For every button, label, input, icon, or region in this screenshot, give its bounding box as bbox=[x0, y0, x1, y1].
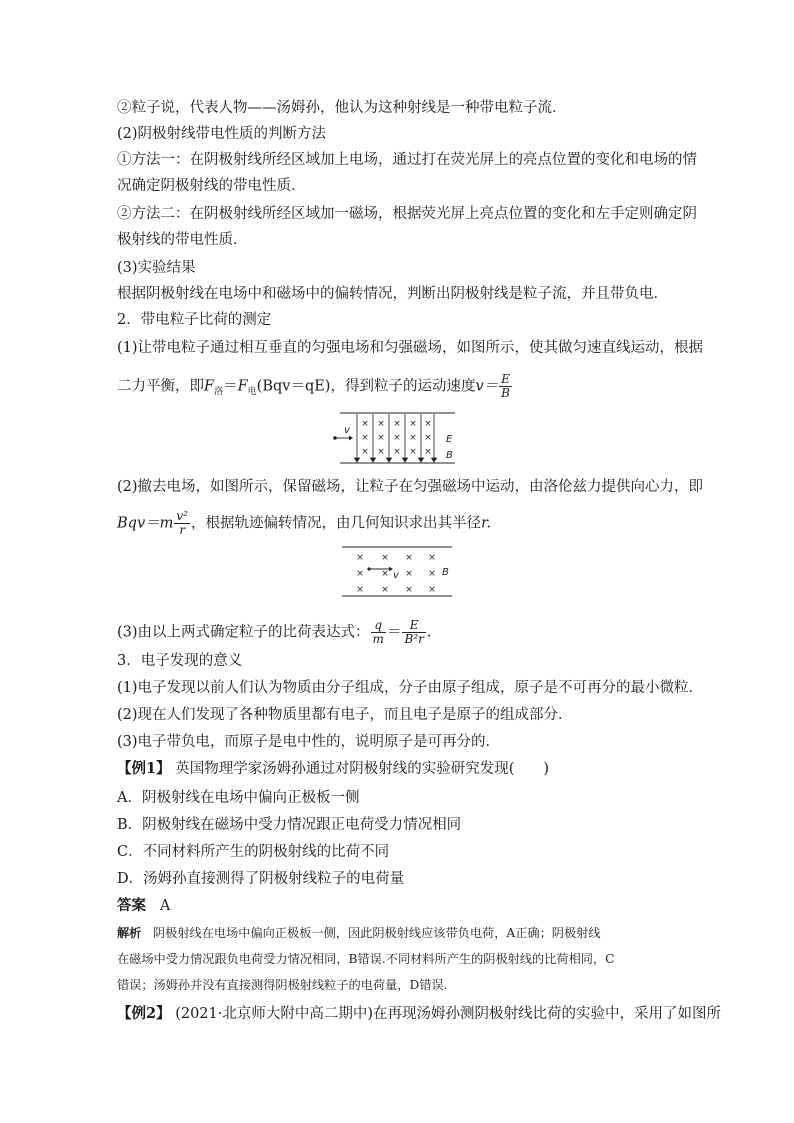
field-e-label: E bbox=[446, 434, 453, 445]
cross-mark: × bbox=[381, 553, 389, 563]
cross-mark: × bbox=[428, 585, 436, 595]
formula-line: 二力平衡，即$F_洛=F_电(Bqv=qE)$，得到粒子的运动速度v＝ $\frac{E}{B}$ bbox=[117, 372, 510, 400]
text-line: 极射线的带电性质． bbox=[117, 232, 248, 248]
formula-line: Bqv＝m $\frac{\text{v²}}{r}$ ，根据轨迹偏转情况，由几何知识求出其半径r. bbox=[117, 509, 491, 537]
cross-mark: × bbox=[393, 419, 401, 429]
cross-mark: × bbox=[356, 553, 364, 563]
analysis-line: 解析 阴极射线在电场中偏向正极板一侧，因此阴极射线应该带负电荷，A正确；阴极射线 bbox=[117, 926, 601, 940]
example-tag: 【例1】 bbox=[117, 760, 171, 777]
cross-mark: × bbox=[428, 569, 436, 579]
fraction: $\frac{E}{B}$ bbox=[501, 372, 510, 400]
text-line: (3)实验结果 bbox=[117, 260, 196, 276]
figure-magnetic-field bbox=[340, 544, 460, 600]
field-b-label: B bbox=[446, 450, 453, 461]
cross-mark: × bbox=[381, 569, 389, 579]
formula-line: (3)由以上两式确定粒子的比荷表达式： $\frac{q}{m}$ ＝ $\frac{E}{\text{B²r}}$ . bbox=[117, 618, 432, 646]
cross-mark: × bbox=[361, 447, 369, 457]
cross-mark: × bbox=[377, 447, 385, 457]
analysis-line: 错误；汤姆孙并没有直接测得阴极射线粒子的电荷量，D错误. bbox=[117, 978, 448, 992]
field-b-label: B bbox=[442, 567, 449, 578]
analysis-label: 解析 bbox=[117, 926, 142, 940]
cross-mark: × bbox=[377, 419, 385, 429]
velocity-label: v bbox=[393, 570, 399, 581]
cross-mark: × bbox=[409, 447, 417, 457]
cross-mark: × bbox=[361, 433, 369, 443]
fraction: $\frac{q}{m}$ bbox=[372, 618, 384, 646]
cross-mark: × bbox=[409, 433, 417, 443]
fraction: $\frac{\text{v²}}{r}$ bbox=[176, 509, 188, 537]
cross-mark: × bbox=[356, 585, 364, 595]
option-c: C．不同材料所产生的阴极射线的比荷不同 bbox=[117, 844, 390, 860]
cross-mark: × bbox=[356, 569, 364, 579]
text-line: (1)电子发现以前人们认为物质由分子组成，分子由原子组成，原子是不可再分的最小微粒． bbox=[117, 680, 704, 696]
cross-mark: × bbox=[409, 419, 417, 429]
text-line: ②粒子说，代表人物——汤姆孙，他认为这种射线是一种带电粒子流． bbox=[117, 100, 567, 116]
text-line: (2)撤去电场，如图所示，保留磁场，让粒子在匀强磁场中运动，由洛伦兹力提供向心力，即 bbox=[117, 479, 704, 495]
section-heading: 3．电子发现的意义 bbox=[117, 653, 243, 669]
text-line: ②方法二：在阴极射线所经区域加一磁场，根据荧光屏上亮点位置的变化和左手定则确定阴 bbox=[117, 206, 697, 222]
analysis-line: 在磁场中受力情况跟负电荷受力情况相同，B错误.不同材料所产生的阴极射线的比荷相同，C bbox=[117, 952, 615, 966]
option-d: D．汤姆孙直接测得了阴极射线粒子的电荷量 bbox=[117, 871, 405, 887]
cross-mark: × bbox=[381, 585, 389, 595]
cross-mark: × bbox=[393, 447, 401, 457]
cross-mark: × bbox=[393, 433, 401, 443]
figure-crossed-fields bbox=[330, 408, 470, 468]
text-line: 况确定阴极射线的带电性质． bbox=[117, 178, 306, 194]
answer-value: A bbox=[159, 898, 171, 914]
cross-mark: × bbox=[424, 433, 432, 443]
text-line: (1)让带电粒子通过相互垂直的匀强电场和匀强磁场，如图所示，使其做匀速直线运动，根据 bbox=[117, 340, 704, 356]
cross-mark: × bbox=[377, 433, 385, 443]
answer-label: 答案 bbox=[117, 897, 146, 914]
text-line: (3)电子带负电，而原子是电中性的，说明原子是可再分的． bbox=[117, 734, 501, 750]
cross-mark: × bbox=[428, 553, 436, 563]
text-line: (2)阴极射线带电性质的判断方法 bbox=[117, 126, 327, 142]
example-tag: 【例2】 bbox=[117, 1005, 171, 1022]
answer-line bbox=[117, 896, 170, 916]
cross-mark: × bbox=[424, 447, 432, 457]
text-line: ①方法一：在阴极射线所经区域加上电场，通过打在荧光屏上的亮点位置的变化和电场的情 bbox=[117, 152, 697, 168]
cross-mark: × bbox=[405, 553, 413, 563]
example-question: 【例1】 英国物理学家汤姆孙通过对阴极射线的实验研究发现( ) bbox=[117, 760, 550, 777]
text-line: 根据阴极射线在电场中和磁场中的偏转情况，判断出阴极射线是粒子流，并且带负电． bbox=[117, 286, 668, 302]
option-b: B．阴极射线在磁场中受力情况跟正电荷受力情况相同 bbox=[117, 817, 462, 833]
fraction: $\frac{E}{\text{B²r}}$ bbox=[404, 618, 424, 646]
option-a: A．阴极射线在电场中偏向正极板一侧 bbox=[117, 790, 360, 806]
text-line: (2)现在人们发现了各种物质里都有电子，而且电子是原子的组成部分． bbox=[117, 707, 573, 723]
cross-mark: × bbox=[424, 419, 432, 429]
velocity-label: v bbox=[344, 425, 350, 436]
section-heading: 2．带电粒子比荷的测定 bbox=[117, 312, 272, 328]
cross-mark: × bbox=[361, 419, 369, 429]
example-question: 【例2】 (2021·北京师大附中高二期中)在再现汤姆孙测阴极射线比荷的实验中，采用了如图所 bbox=[117, 1005, 722, 1022]
cross-mark: × bbox=[405, 585, 413, 595]
cross-mark: × bbox=[405, 569, 413, 579]
